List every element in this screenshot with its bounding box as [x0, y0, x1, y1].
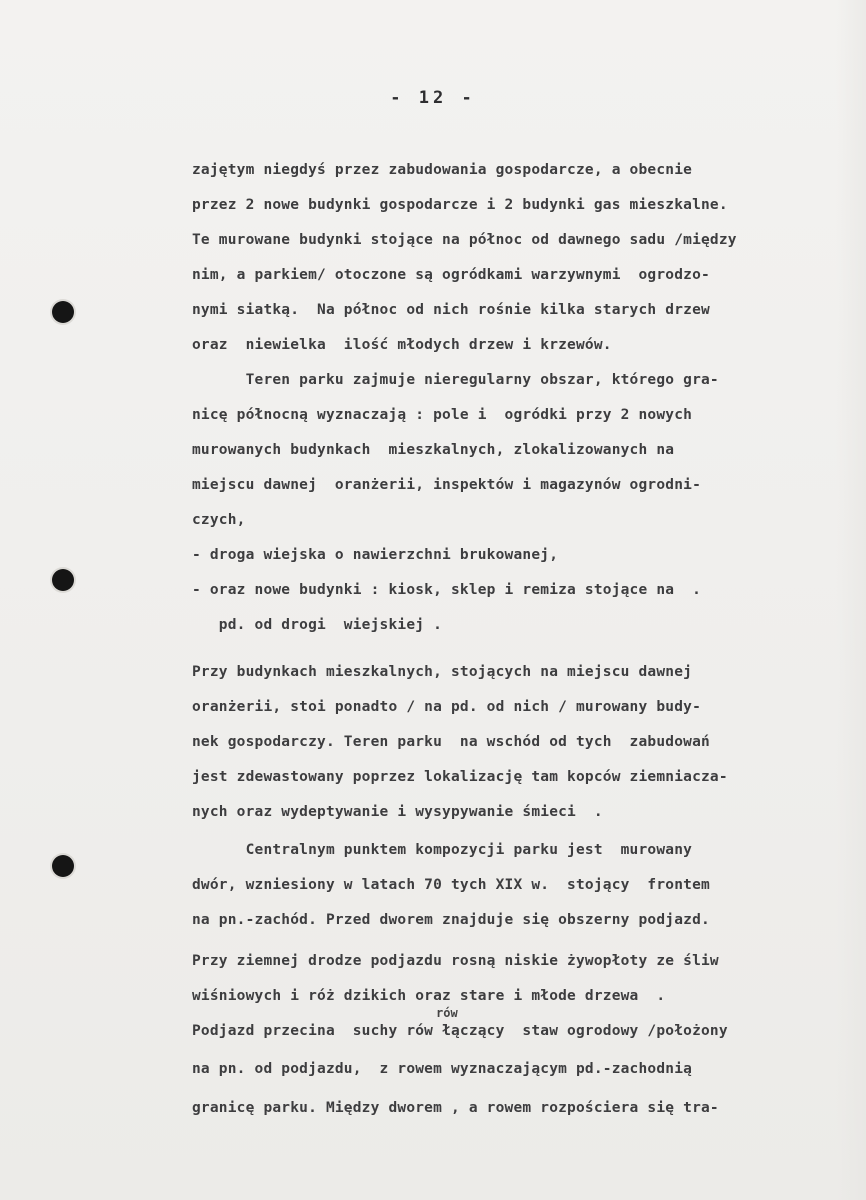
- text-line: nim, a parkiem/ otoczone są ogródkami warzywnymi ogrodzo-: [192, 267, 710, 283]
- text-line: na pn. od podjazdu, z rowem wyznaczającym pd.-zachodnią: [192, 1061, 693, 1077]
- text-line: miejscu dawnej oranżerii, inspektów i magazynów ogrodni-: [192, 477, 701, 493]
- text-line: oraz niewielka ilość młodych drzew i krzewów.: [192, 337, 612, 353]
- list-item: - droga wiejska o nawierzchni brukowanej,: [192, 547, 559, 563]
- scan-edge-shadow: [836, 0, 866, 1200]
- text-line: nicę północną wyznaczają : pole i ogródki przy 2 nowych: [192, 407, 693, 423]
- text-line: zajętym niegdyś przez zabudowania gospodarcze, a obecnie: [192, 162, 693, 178]
- text-line: Centralnym punktem kompozycji parku jest murowany: [192, 842, 693, 858]
- list-item: pd. od drogi wiejskiej .: [192, 617, 443, 633]
- text-line: przez 2 nowe budynki gospodarcze i 2 budynki gas mieszkalne.: [192, 197, 728, 213]
- text-line: czych,: [192, 512, 246, 528]
- text-line: nek gospodarczy. Teren parku na wschód od tych zabudowań: [192, 734, 710, 750]
- text-line: nych oraz wydeptywanie i wysypywanie śmieci .: [192, 804, 603, 820]
- text-line: Przy budynkach mieszkalnych, stojących na miejscu dawnej: [192, 664, 693, 680]
- text-line: Podjazd przecina suchy rów łączący staw ogrodowy /położony: [192, 1023, 728, 1039]
- text-line: granicę parku. Między dworem , a rowem rozpościera się tra-: [192, 1100, 719, 1116]
- text-line: nymi siatką. Na północ od nich rośnie kilka starych drzew: [192, 302, 710, 318]
- text-line: murowanych budynkach mieszkalnych, zlokalizowanych na: [192, 442, 675, 458]
- page-number: - 12 -: [390, 88, 476, 108]
- text-line: jest zdewastowany poprzez lokalizację tam kopców ziemniacza-: [192, 769, 728, 785]
- text-line: na pn.-zachód. Przed dworem znajduje się obszerny podjazd.: [192, 912, 710, 928]
- punch-hole-top: [52, 301, 74, 323]
- list-item: - oraz nowe budynki : kiosk, sklep i remiza stojące na .: [192, 582, 701, 598]
- punch-hole-middle: [52, 569, 74, 591]
- text-line: wiśniowych i róż dzikich oraz stare i młode drzewa .: [192, 988, 666, 1004]
- text-line: Teren parku zajmuje nieregularny obszar, którego gra-: [192, 372, 719, 388]
- text-line: dwór, wzniesiony w latach 70 tych XIX w. stojący frontem: [192, 877, 710, 893]
- punch-hole-bottom: [52, 855, 74, 877]
- handwritten-insertion: rów: [436, 1006, 458, 1020]
- text-line: oranżerii, stoi ponadto / na pd. od nich / murowany budy-: [192, 699, 701, 715]
- text-line: Te murowane budynki stojące na północ od dawnego sadu /między: [192, 232, 737, 248]
- text-line: Przy ziemnej drodze podjazdu rosną niskie żywopłoty ze śliw: [192, 953, 719, 969]
